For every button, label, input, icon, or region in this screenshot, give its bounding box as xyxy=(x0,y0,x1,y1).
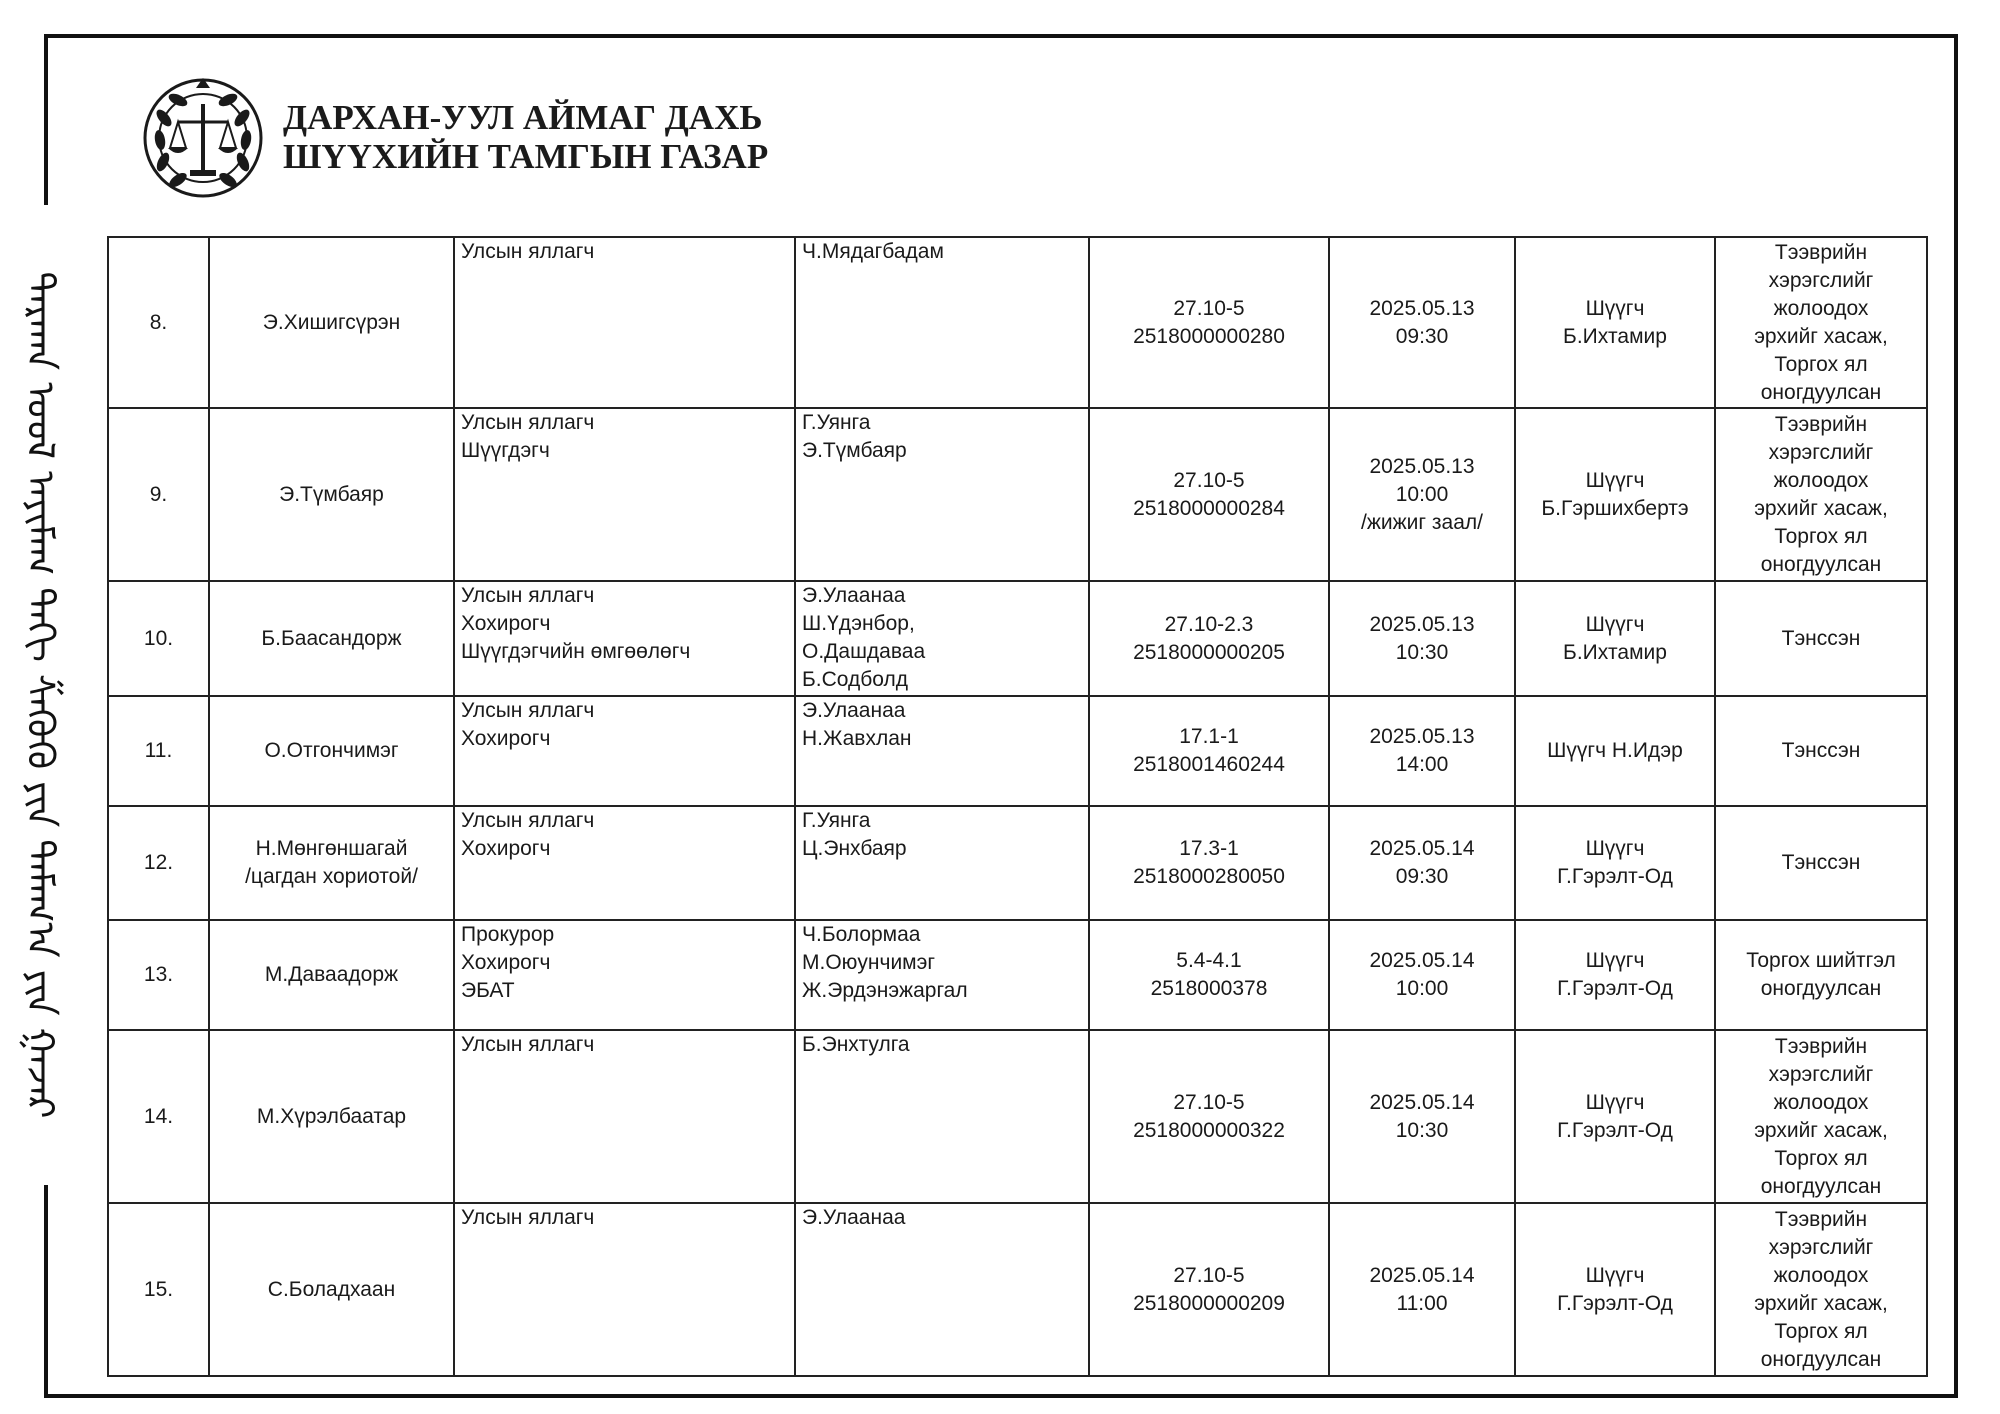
verdict-line: хэрэгслийг xyxy=(1768,1235,1874,1259)
org-title-line1: ДАРХАН-УУЛ АЙМАГ ДАХЬ xyxy=(283,98,763,137)
verdict-line: оногдуулсан xyxy=(1760,1347,1882,1371)
case-article-number-line: 2518000378 xyxy=(1150,977,1268,1000)
case-article-number-cell xyxy=(1089,237,1329,408)
verdict-line: оногдуулсан xyxy=(1760,380,1882,404)
row-number: 15. xyxy=(143,1277,174,1301)
hearing-datetime-cell xyxy=(1329,696,1515,806)
participant-names-line: О.Дашдаваа xyxy=(802,640,926,663)
defendant-name-cell xyxy=(209,696,454,806)
defendant-name-cell xyxy=(209,1030,454,1203)
participant-roles-line: Улсын яллагч xyxy=(461,1033,595,1056)
hearing-datetime-cell xyxy=(1329,1030,1515,1203)
participant-names-line: Ч.Болормаа xyxy=(802,923,921,946)
participant-roles-line: Улсын яллагч xyxy=(461,699,595,722)
defendant-name-cell xyxy=(209,920,454,1030)
verdict-line: жолоодох xyxy=(1773,468,1869,492)
judge-name-line: Г.Гэрэлт-Од xyxy=(1557,1118,1673,1142)
participant-roles-cell xyxy=(454,237,795,408)
verdict-line: Тээврийн xyxy=(1774,240,1868,264)
row-number-cell xyxy=(108,806,209,920)
judge-name-line: Б.Ихтамир xyxy=(1563,640,1667,664)
verdict-line: Тээврийн xyxy=(1774,1207,1868,1231)
defendant-name-line: /цагдан хориотой/ xyxy=(245,865,418,888)
verdict-cell xyxy=(1715,1030,1927,1203)
participant-names-cell xyxy=(795,581,1089,696)
hearing-datetime-line: 2025.05.13 xyxy=(1369,725,1475,748)
defendant-name-cell xyxy=(209,237,454,408)
verdict-line: Тээврийн xyxy=(1774,1034,1868,1058)
row-number: 13. xyxy=(143,963,174,986)
participant-roles-line: Шүүгдэгчийн өмгөөлөгч xyxy=(461,640,691,663)
judge-name-cell xyxy=(1515,237,1715,408)
verdict-line: жолоодох xyxy=(1773,1090,1869,1114)
judge-name-cell xyxy=(1515,581,1715,696)
hearing-datetime-cell xyxy=(1329,920,1515,1030)
case-article-number-line: 2518000000209 xyxy=(1133,1291,1285,1315)
case-article-number-line: 2518000000280 xyxy=(1133,324,1285,348)
hearing-datetime-line: 09:30 xyxy=(1395,865,1449,888)
verdict-line: Торгох ял xyxy=(1774,524,1868,548)
verdict-cell xyxy=(1715,237,1927,408)
organization-title xyxy=(283,98,768,176)
table-row xyxy=(108,1030,1927,1203)
defendant-name-line: Э.Түмбаяр xyxy=(279,482,384,506)
hearing-datetime-cell xyxy=(1329,408,1515,581)
judge-name-line: Г.Гэрэлт-Од xyxy=(1557,865,1673,888)
participant-roles-line: Шүүгдэгч xyxy=(461,439,550,462)
defendant-name-line: М.Хүрэлбаатар xyxy=(256,1104,407,1128)
participant-roles-line: Хохирогч xyxy=(461,612,551,635)
defendant-name-cell xyxy=(209,806,454,920)
hearing-datetime-line: 11:00 xyxy=(1396,1291,1448,1315)
case-article-number-line: 27.10-5 xyxy=(1173,468,1245,492)
verdict-line: Торгох ял xyxy=(1774,1146,1868,1170)
participant-roles-cell xyxy=(454,920,795,1030)
participant-roles-line: Улсын яллагч xyxy=(461,809,595,832)
verdict-cell xyxy=(1715,1203,1927,1376)
verdict-line: эрхийг хасаж, xyxy=(1754,1118,1888,1142)
participant-roles-line: Хохирогч xyxy=(461,951,551,974)
judge-name-line: Шүүгч xyxy=(1585,612,1645,636)
judge-name-cell xyxy=(1515,1203,1715,1376)
hearing-datetime-line: 2025.05.14 xyxy=(1369,837,1475,860)
row-number-cell xyxy=(108,408,209,581)
case-article-number-cell xyxy=(1089,696,1329,806)
judge-name-cell xyxy=(1515,920,1715,1030)
judge-name-line: Шүүгч xyxy=(1585,468,1645,492)
verdict-line: эрхийг хасаж, xyxy=(1754,496,1888,520)
hearing-datetime-line: 2025.05.13 xyxy=(1369,612,1475,636)
verdict-cell xyxy=(1715,696,1927,806)
participant-names-cell xyxy=(795,408,1089,581)
participant-names-line: Г.Уянга xyxy=(802,411,871,434)
participant-names-line: Ч.Мядагбадам xyxy=(802,240,944,263)
side-script-text: ᠳᠠᠷᠬᠠᠨ ᠤᠤᠯ ᠠᠶᠢᠮᠠᠭ ᠳᠠᠬᠢ ᠱᠡᠭᠦᠬᠦ ᠶᠢᠨ ᠲᠠᠮᠠᠭ᠎ᠠ ᠶᠢᠨ ᠭᠠᠵᠠᠷ xyxy=(18,271,63,1119)
participant-names-line: М.Оюунчимэг xyxy=(802,951,935,974)
defendant-name-line: Б.Баасандорж xyxy=(261,626,402,650)
verdict-line: Тэнссэн xyxy=(1781,626,1861,650)
defendant-name-line: Н.Мөнгөншагай xyxy=(255,837,408,860)
defendant-name-line: М.Даваадорж xyxy=(264,963,399,986)
row-number-cell xyxy=(108,920,209,1030)
participant-roles-line: Улсын яллагч xyxy=(461,1206,595,1229)
verdict-line: эрхийг хасаж, xyxy=(1754,324,1888,348)
judge-name-line: Г.Гэрэлт-Од xyxy=(1557,1291,1673,1315)
case-article-number-cell xyxy=(1089,1203,1329,1376)
participant-names-cell xyxy=(795,696,1089,806)
case-article-number-line: 27.10-5 xyxy=(1173,1263,1245,1287)
verdict-line: Торгох шийтгэл xyxy=(1746,949,1896,972)
hearing-datetime-cell xyxy=(1329,581,1515,696)
hearing-datetime-cell xyxy=(1329,806,1515,920)
court-emblem-icon xyxy=(138,70,268,205)
verdict-line: жолоодох xyxy=(1773,1263,1869,1287)
case-article-number-line: 17.1-1 xyxy=(1179,725,1239,748)
row-number: 8. xyxy=(149,310,168,334)
participant-names-line: Г.Уянга xyxy=(802,809,871,832)
defendant-name-cell xyxy=(209,408,454,581)
hearing-datetime-line: 10:30 xyxy=(1395,1118,1449,1142)
case-article-number-line: 2518001460244 xyxy=(1133,753,1285,776)
hearing-datetime-line: 10:30 xyxy=(1395,640,1449,664)
participant-roles-cell xyxy=(454,581,795,696)
verdict-line: хэрэгслийг xyxy=(1768,268,1874,292)
participant-roles-line: Хохирогч xyxy=(461,837,551,860)
row-number-cell xyxy=(108,581,209,696)
hearing-datetime-line: 09:30 xyxy=(1395,324,1449,348)
participant-names-line: Б.Энхтулга xyxy=(802,1033,910,1056)
participant-names-cell xyxy=(795,920,1089,1030)
table-row xyxy=(108,237,1927,408)
participant-names-cell xyxy=(795,1030,1089,1203)
hearing-datetime-cell xyxy=(1329,1203,1515,1376)
judge-name-line: Шүүгч xyxy=(1585,1090,1645,1114)
verdict-line: Тээврийн xyxy=(1774,412,1868,436)
hearing-datetime-line: 2025.05.14 xyxy=(1369,949,1475,972)
case-article-number-line: 27.10-2.3 xyxy=(1164,612,1254,636)
verdict-line: эрхийг хасаж, xyxy=(1754,1291,1888,1315)
judge-name-cell xyxy=(1515,806,1715,920)
case-article-number-line: 17.3-1 xyxy=(1179,837,1239,860)
case-article-number-line: 5.4-4.1 xyxy=(1176,949,1242,972)
case-article-number-cell xyxy=(1089,408,1329,581)
participant-names-cell xyxy=(795,1203,1089,1376)
org-title-line2: ШҮҮХИЙН ТАМГЫН ГАЗАР xyxy=(283,137,769,176)
hearing-datetime-line: 2025.05.14 xyxy=(1369,1263,1475,1287)
case-article-number-line: 27.10-5 xyxy=(1173,296,1245,320)
participant-names-line: Э.Улаанаа xyxy=(802,584,906,607)
participant-roles-line: Хохирогч xyxy=(461,727,551,750)
hearing-datetime-line: 10:00 xyxy=(1395,482,1449,506)
table-row xyxy=(108,408,1927,581)
participant-roles-cell xyxy=(454,696,795,806)
row-number: 14. xyxy=(143,1104,174,1128)
judge-name-line: Шүүгч xyxy=(1585,1263,1645,1287)
participant-roles-cell xyxy=(454,806,795,920)
case-article-number-line: 27.10-5 xyxy=(1173,1090,1245,1114)
defendant-name-line: Э.Хишигсүрэн xyxy=(262,310,401,334)
participant-roles-line: ЭБАТ xyxy=(461,979,515,1002)
verdict-line: оногдуулсан xyxy=(1760,1174,1882,1198)
hearing-datetime-line: 2025.05.14 xyxy=(1369,1090,1475,1114)
participant-names-line: Ц.Энхбаяр xyxy=(802,837,907,860)
table-row xyxy=(108,806,1927,920)
participant-names-line: Б.Содболд xyxy=(802,668,909,691)
row-number: 12. xyxy=(143,851,174,874)
verdict-line: Торгох ял xyxy=(1774,1319,1868,1343)
participant-names-line: Ж.Эрдэнэжаргал xyxy=(802,979,968,1002)
case-article-number-cell xyxy=(1089,1030,1329,1203)
verdict-line: оногдуулсан xyxy=(1760,977,1882,1000)
verdict-line: жолоодох xyxy=(1773,296,1869,320)
table-row xyxy=(108,920,1927,1030)
row-number-cell xyxy=(108,1030,209,1203)
participant-names-line: Э.Улаанаа xyxy=(802,1206,906,1229)
participant-roles-line: Улсын яллагч xyxy=(461,411,595,434)
case-article-number-cell xyxy=(1089,806,1329,920)
case-article-number-cell xyxy=(1089,581,1329,696)
participant-names-line: Э.Улаанаа xyxy=(802,699,906,722)
row-number: 9. xyxy=(149,482,168,506)
participant-names-line: Э.Түмбаяр xyxy=(802,439,907,462)
case-article-number-line: 2518000000205 xyxy=(1133,640,1285,664)
hearing-datetime-line: 10:00 xyxy=(1395,977,1449,1000)
judge-name-cell xyxy=(1515,696,1715,806)
hearing-datetime-line: /жижиг заал/ xyxy=(1361,510,1483,534)
defendant-name-line: С.Боладхаан xyxy=(267,1277,396,1301)
hearing-datetime-line: 2025.05.13 xyxy=(1369,454,1475,478)
verdict-cell xyxy=(1715,581,1927,696)
table-row xyxy=(108,696,1927,806)
participant-names-cell xyxy=(795,806,1089,920)
row-number-cell xyxy=(108,696,209,806)
case-article-number-cell xyxy=(1089,920,1329,1030)
verdict-line: Тэнссэн xyxy=(1781,739,1861,762)
participant-names-line: Ш.Үдэнбор, xyxy=(802,612,915,635)
row-number-cell xyxy=(108,237,209,408)
defendant-name-cell xyxy=(209,1203,454,1376)
hearing-datetime-cell xyxy=(1329,237,1515,408)
verdict-cell xyxy=(1715,920,1927,1030)
case-article-number-line: 2518000280050 xyxy=(1133,865,1285,888)
verdict-line: хэрэгслийг xyxy=(1768,440,1874,464)
judge-name-cell xyxy=(1515,1030,1715,1203)
judge-name-line: Шүүгч xyxy=(1585,949,1645,972)
participant-roles-line: Прокурор xyxy=(461,923,555,946)
verdict-line: оногдуулсан xyxy=(1760,552,1882,576)
participant-names-cell xyxy=(795,237,1089,408)
hearing-datetime-line: 14:00 xyxy=(1395,753,1449,776)
case-article-number-line: 2518000000322 xyxy=(1133,1118,1285,1142)
judge-name-line: Шүүгч Н.Идэр xyxy=(1547,739,1683,762)
judge-name-line: Шүүгч xyxy=(1585,837,1645,860)
hearing-datetime-line: 2025.05.13 xyxy=(1369,296,1475,320)
judge-name-cell xyxy=(1515,408,1715,581)
case-article-number-line: 2518000000284 xyxy=(1133,496,1285,520)
table-row xyxy=(108,581,1927,696)
participant-roles-line: Улсын яллагч xyxy=(461,584,595,607)
defendant-name-line: О.Отгончимэг xyxy=(264,739,399,762)
verdict-line: Тэнссэн xyxy=(1781,851,1861,874)
judge-name-line: Шүүгч xyxy=(1585,296,1645,320)
verdict-line: Торгох ял xyxy=(1774,352,1868,376)
verdict-cell xyxy=(1715,408,1927,581)
verdict-line: хэрэгслийг xyxy=(1768,1062,1874,1086)
judge-name-line: Б.Гэршихбертэ xyxy=(1541,496,1689,520)
row-number: 11. xyxy=(144,739,173,762)
court-hearing-schedule-table xyxy=(107,236,1928,1377)
verdict-cell xyxy=(1715,806,1927,920)
row-number-cell xyxy=(108,1203,209,1376)
table-row xyxy=(108,1203,1927,1376)
participant-names-line: Н.Жавхлан xyxy=(802,727,912,750)
mongolian-script-vertical-text xyxy=(18,220,78,1170)
participant-roles-cell xyxy=(454,1030,795,1203)
judge-name-line: Б.Ихтамир xyxy=(1563,324,1667,348)
participant-roles-line: Улсын яллагч xyxy=(461,240,595,263)
judge-name-line: Г.Гэрэлт-Од xyxy=(1557,977,1673,1000)
participant-roles-cell xyxy=(454,1203,795,1376)
defendant-name-cell xyxy=(209,581,454,696)
row-number: 10. xyxy=(143,626,174,650)
participant-roles-cell xyxy=(454,408,795,581)
